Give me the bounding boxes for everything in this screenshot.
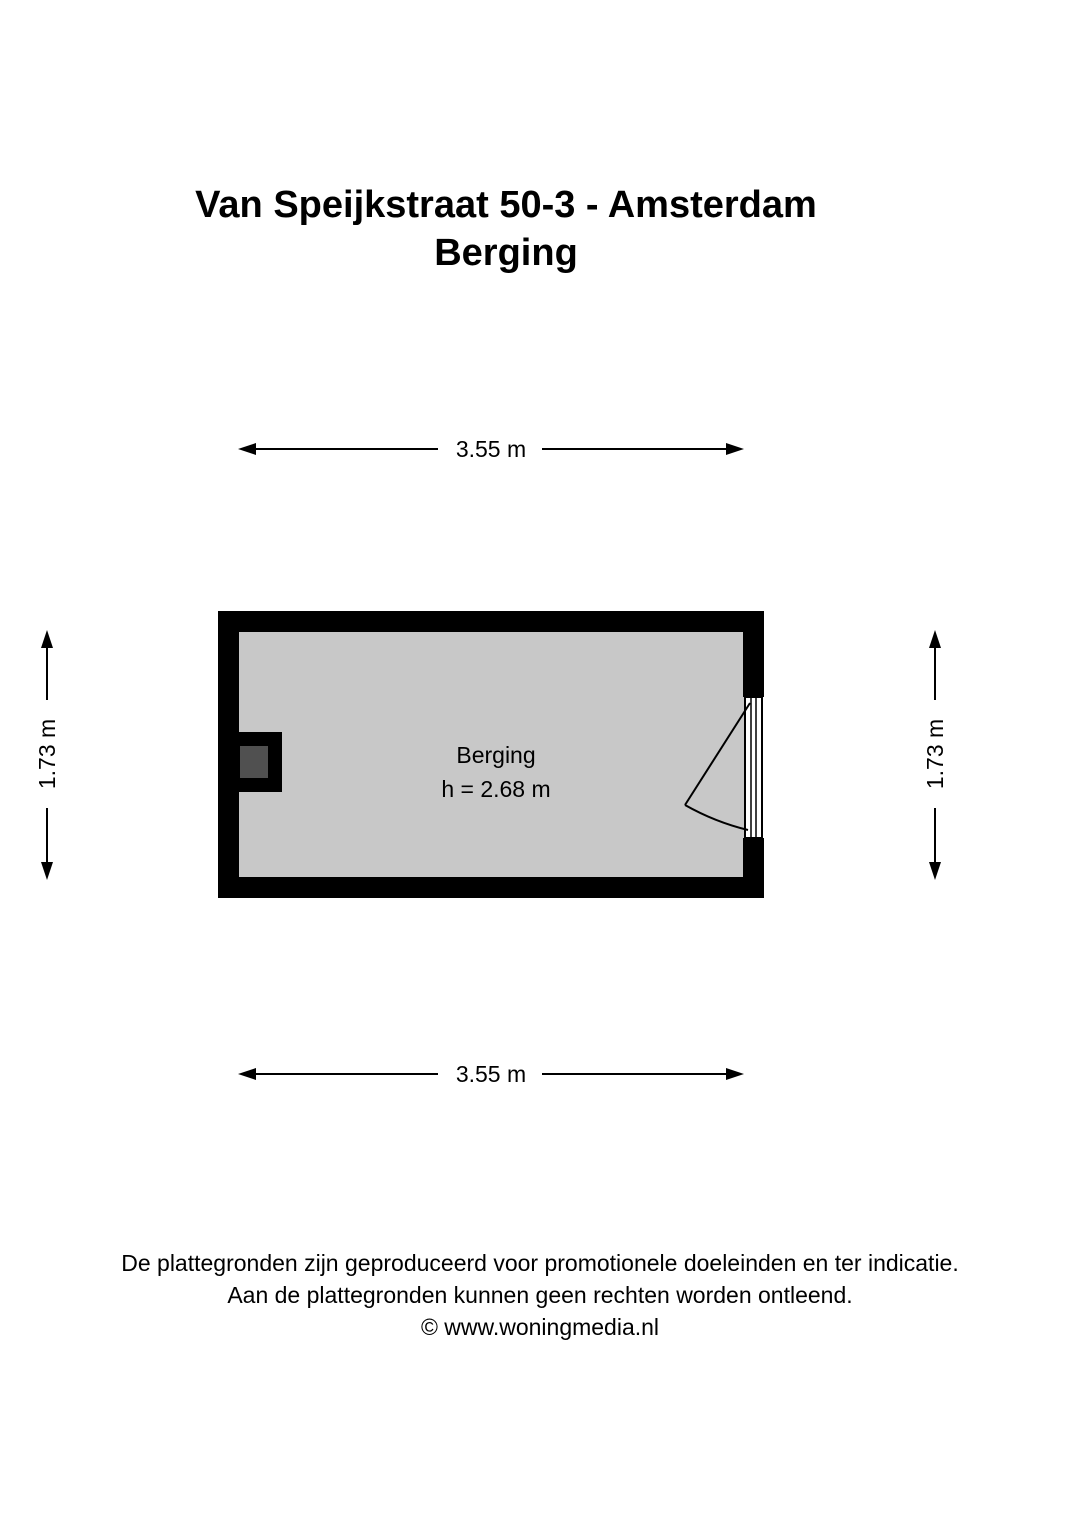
room-height: h = 2.68 m <box>441 776 551 802</box>
wall-top <box>218 611 764 632</box>
disclaimer-line-1: De plattegronden zijn geproduceerd voor promotionele doeleinden en ter indicatie. <box>121 1250 959 1276</box>
copyright-line: © www.woningmedia.nl <box>420 1314 660 1340</box>
floor-title: Berging <box>434 232 578 274</box>
chimney-shaft <box>240 746 268 778</box>
room-berging <box>218 611 764 898</box>
dimension-left-label: 1.73 m <box>34 718 60 790</box>
dimension-bottom-label: 3.55 m <box>455 1061 527 1087</box>
dimension-right <box>922 630 948 880</box>
wall-bottom <box>218 877 764 898</box>
dimension-top <box>238 436 744 462</box>
dimension-left <box>34 630 60 880</box>
wall-right-upper <box>743 611 764 697</box>
dimension-right-label: 1.73 m <box>922 718 948 790</box>
dimension-bottom <box>238 1061 744 1087</box>
disclaimer-line-2: Aan de plattegronden kunnen geen rechten worden ontleend. <box>227 1282 853 1308</box>
wall-right-lower <box>743 838 764 898</box>
room-name: Berging <box>456 742 536 768</box>
dimension-top-label: 3.55 m <box>455 436 527 462</box>
address-title: Van Speijkstraat 50-3 - Amsterdam <box>195 184 817 226</box>
